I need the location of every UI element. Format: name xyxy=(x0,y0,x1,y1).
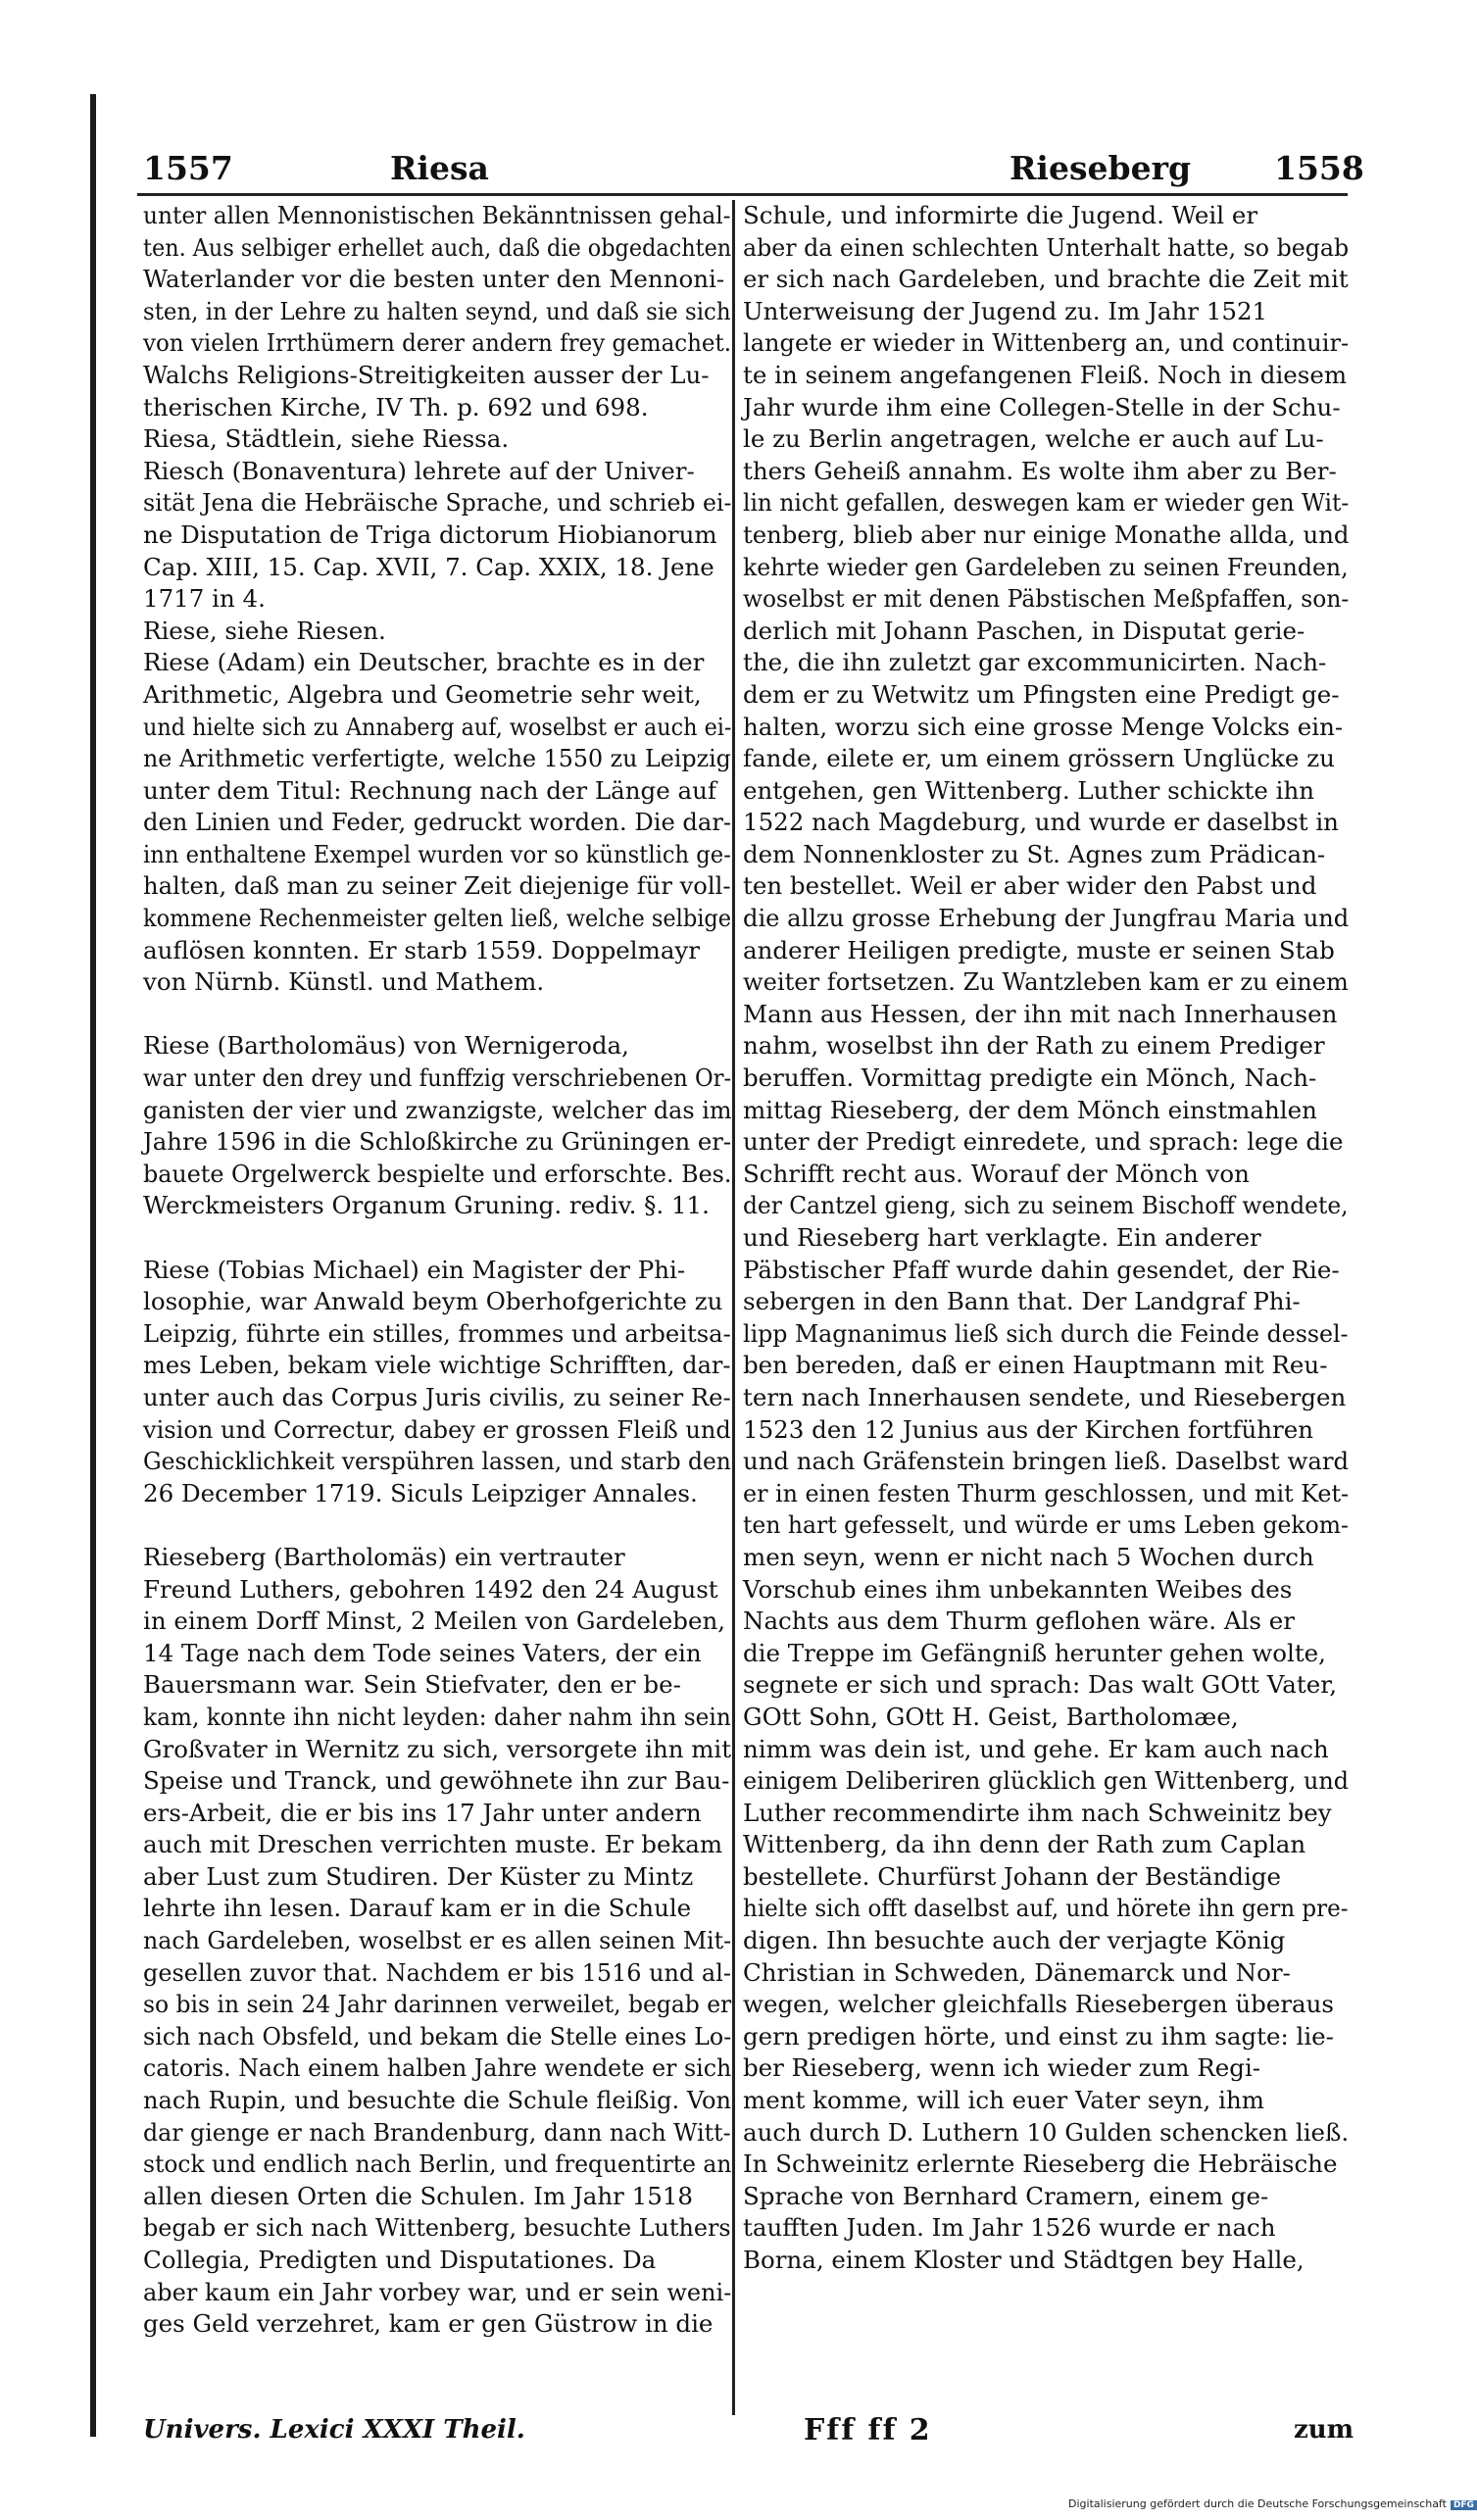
text-line: In Schweinitz erlernte Rieseberg die Hebräische xyxy=(743,2149,1338,2179)
text-line: Riesch (Bonaventura) lehrete auf der Univer- xyxy=(143,456,695,485)
text-line: ers-Arbeit, die er bis ins 17 Jahr unter andern xyxy=(143,1798,702,1827)
text-line: Päbstischer Pfaff wurde dahin gesendet, der Rie- xyxy=(743,1255,1340,1284)
text-line: segnete er sich und sprach: Das walt GOtt Vater, xyxy=(743,1670,1338,1700)
text-line: thers Geheiß annahm. Es wolte ihm aber zu Ber- xyxy=(743,456,1337,485)
text-line: weiter fortsetzen. Zu Wantzleben kam er zu einem xyxy=(743,967,1349,997)
text-line: men seyn, wenn er nicht nach 5 Wochen durch xyxy=(743,1542,1314,1571)
text-line: und nach Gräfenstein bringen ließ. Daselbst ward xyxy=(743,1447,1350,1476)
text-line: dar gienge er nach Brandenburg, dann nach Witt- xyxy=(143,2117,731,2147)
text-line: langete er wieder in Wittenberg an, und continuir- xyxy=(743,328,1350,358)
text-line: bestellete. Churfürst Johann der Beständige xyxy=(743,1861,1281,1891)
left-running-title: Riesa xyxy=(390,149,489,187)
text-line: 1717 in 4. xyxy=(143,584,266,614)
text-line: kehrte wieder gen Gardeleben zu seinen Freunden, xyxy=(743,552,1349,581)
text-line: derlich mit Johann Paschen, in Disputat gerie- xyxy=(743,616,1305,645)
text-line: Luther recommendirte ihm nach Schweinitz bey xyxy=(743,1798,1332,1827)
text-line: von Nürnb. Künstl. und Mathem. xyxy=(143,967,545,997)
text-line: Riese (Bartholomäus) von Wernigeroda, xyxy=(143,1031,629,1061)
text-line: ben bereden, daß er einen Hauptmann mit Reu- xyxy=(743,1351,1328,1380)
text-line: unter auch das Corpus Juris civilis, zu seiner Re- xyxy=(143,1382,731,1411)
text-line: Walchs Religions-Streitigkeiten ausser der Lu- xyxy=(143,360,710,389)
catchword: zum xyxy=(1294,2415,1354,2445)
text-line: taufften Juden. Im Jahr 1526 wurde er nach xyxy=(743,2213,1276,2243)
text-line: Unterweisung der Jugend zu. Im Jahr 1521 xyxy=(743,296,1268,325)
text-line: Riese (Adam) ein Deutscher, brachte es in der xyxy=(143,648,705,677)
signature-mark: Fff ff 2 xyxy=(804,2413,932,2447)
text-line: ten hart gefesselt, und würde er ums Leben gekom- xyxy=(743,1510,1349,1540)
text-line: dem er zu Wetwitz um Pfingsten eine Predigt ge- xyxy=(743,679,1340,709)
text-line: anderer Heiligen predigte, muste er seinen Stab xyxy=(743,935,1335,964)
text-line: Borna, einem Kloster und Städtgen bey Halle, xyxy=(743,2246,1305,2274)
text-line xyxy=(143,1222,731,1255)
text-line: catoris. Nach einem halben Jahre wendete er sich xyxy=(143,2053,732,2083)
text-line: halten, worzu sich eine grosse Menge Volcks ein- xyxy=(743,712,1344,741)
text-line: begab er sich nach Wittenberg, besuchte Luthers xyxy=(143,2213,731,2243)
text-line: ne Arithmetic verfertigte, welche 1550 zu Leipzig xyxy=(143,744,731,773)
text-line: GOtt Sohn, GOtt H. Geist, Bartholomæe, xyxy=(743,1702,1239,1731)
text-line: ber Rieseberg, wenn ich wieder zum Regi- xyxy=(743,2053,1261,2083)
text-line: unter allen Mennonistischen Bekänntnissen gehal- xyxy=(143,201,731,229)
text-line: aber kaum ein Jahr vorbey war, und er sein weni- xyxy=(143,2277,732,2306)
text-line: er in einen festen Thurm geschlossen, und mit Ket- xyxy=(743,1478,1350,1507)
text-line: lipp Magnanimus ließ sich durch die Feinde dessel- xyxy=(743,1318,1349,1348)
text-line: ment komme, will ich euer Vater seyn, ihm xyxy=(743,2086,1264,2115)
text-line: nach Gardeleben, woselbst er es allen seinen Mit- xyxy=(143,1926,732,1955)
text-line: beruffen. Vormittag predigte ein Mönch, Nach- xyxy=(743,1063,1317,1093)
text-line: einigem Deliberiren glücklich gen Wittenberg, und xyxy=(743,1766,1350,1796)
text-line: fande, eilete er, um einem grössern Unglücke zu xyxy=(743,744,1335,773)
text-line: Speise und Tranck, und gewöhnete ihn zur Bau- xyxy=(143,1766,730,1796)
text-line: kommene Rechenmeister gelten ließ, welche selbige xyxy=(143,904,732,933)
text-line: Schrifft recht aus. Worauf der Mönch von xyxy=(743,1159,1250,1188)
text-line: Collegia, Predigten und Disputationes. Da xyxy=(143,2246,657,2274)
text-line: ganisten der vier und zwanzigste, welcher das im xyxy=(143,1095,732,1124)
right-running-title: Rieseberg xyxy=(1009,149,1192,187)
text-line: aber da einen schlechten Unterhalt hatte, so begab xyxy=(743,232,1350,262)
text-line: Bauersmann war. Sein Stiefvater, den er be- xyxy=(143,1670,681,1700)
text-line: den Linien und Feder, gedruckt worden. Die dar- xyxy=(143,808,732,837)
text-line: Werckmeisters Organum Gruning. rediv. §. 11. xyxy=(143,1191,710,1220)
text-line: Schule, und informirte die Jugend. Weil er xyxy=(743,201,1258,229)
text-line: gesellen zuvor that. Nachdem er bis 1516 und al- xyxy=(143,1957,731,1987)
text-line: mittag Rieseberg, der dem Mönch einstmahlen xyxy=(743,1095,1317,1124)
text-line: hielte sich offt daselbst auf, und hörete ihn gern pre- xyxy=(743,1894,1349,1923)
text-line: mes Leben, bekam viele wichtige Schrifften, dar- xyxy=(143,1351,731,1380)
text-line: nach Rupin, und besuchte die Schule fleißig. Von xyxy=(143,2086,732,2115)
left-text-column xyxy=(143,200,731,2341)
text-line: nahm, woselbst ihn der Rath zu einem Prediger xyxy=(743,1031,1325,1061)
text-line: auch durch D. Luthern 10 Gulden schencken ließ. xyxy=(743,2117,1350,2147)
text-line: auflösen konnten. Er starb 1559. Doppelmayr xyxy=(143,935,700,964)
text-line: Leipzig, führte ein stilles, frommes und arbeitsa- xyxy=(143,1318,731,1348)
text-line: Riesa, Städtlein, siehe Riessa. xyxy=(143,424,510,454)
text-line: sten, in der Lehre zu halten seynd, und daß sie sich xyxy=(143,296,731,325)
text-line: Christian in Schweden, Dänemarck und Nor- xyxy=(743,1957,1291,1987)
header-rule xyxy=(137,193,1348,196)
text-line: kam, konnte ihn nicht leyden: daher nahm ihn sein xyxy=(143,1702,731,1731)
text-line: ne Disputation de Triga dictorum Hiobianorum xyxy=(143,519,717,549)
text-line: die allzu grosse Erhebung der Jungfrau Maria und xyxy=(743,904,1350,933)
text-line: dem Nonnenkloster zu St. Agnes zum Prädican- xyxy=(743,839,1326,868)
text-line: Riese (Tobias Michael) ein Magister der Phi- xyxy=(143,1255,686,1284)
text-line: bauete Orgelwerck bespielte und erforschte. Bes. xyxy=(143,1159,732,1188)
text-line: vision und Correctur, dabey er grossen Fleiß und xyxy=(143,1414,731,1444)
text-line: allen diesen Orten die Schulen. Im Jahr 1518 xyxy=(143,2181,694,2210)
dfg-logo: DFG xyxy=(1451,2500,1477,2510)
text-line: Geschicklichkeit verspühren lassen, und starb den xyxy=(143,1447,731,1476)
volume-note: Univers. Lexici XXXI Theil. xyxy=(143,2415,525,2445)
text-line: auch mit Dreschen verrichten muste. Er bekam xyxy=(143,1830,723,1859)
text-line: tern nach Innerhausen sendete, und Riesebergen xyxy=(743,1382,1347,1411)
text-line: Arithmetic, Algebra und Geometrie sehr weit, xyxy=(143,679,702,709)
text-line: te in seinem angefangenen Fleiß. Noch in diesem xyxy=(743,360,1348,389)
text-line: Waterlander vor die besten unter den Mennoni- xyxy=(143,265,725,294)
text-line: Großvater in Wernitz zu sich, versorgete ihn mit xyxy=(143,1734,732,1763)
text-line: war unter den drey und funffzig verschriebenen Or- xyxy=(143,1063,732,1093)
text-line: unter dem Titul: Rechnung nach der Länge auf xyxy=(143,775,716,805)
text-line: sich nach Obsfeld, und bekam die Stelle eines Lo- xyxy=(143,2021,732,2051)
text-line: Cap. XIII, 15. Cap. XVII, 7. Cap. XXIX, 18. Jene xyxy=(143,552,714,581)
text-line: unter der Predigt einredete, und sprach: lege die xyxy=(743,1127,1344,1157)
scan-binding-edge xyxy=(90,94,96,2437)
text-line: 26 December 1719. Siculs Leipziger Annales. xyxy=(143,1478,698,1507)
text-line: er sich nach Gardeleben, und brachte die Zeit mit xyxy=(743,265,1349,294)
text-line: Sprache von Bernhard Cramern, einem ge- xyxy=(743,2181,1269,2210)
text-line: 1523 den 12 Junius aus der Kirchen fortführen xyxy=(743,1414,1314,1444)
text-line xyxy=(143,999,731,1031)
text-line: in einem Dorff Minst, 2 Meilen von Gardeleben, xyxy=(143,1606,726,1636)
text-line: woselbst er mit denen Päbstischen Meßpfaffen, son- xyxy=(743,584,1350,614)
digitization-credit xyxy=(1068,2497,1477,2510)
text-line: lin nicht gefallen, deswegen kam er wieder gen Wit- xyxy=(743,488,1350,518)
text-line: Wittenberg, da ihn denn der Rath zum Caplan xyxy=(743,1830,1306,1859)
text-line: Nachts aus dem Thurm geflohen wäre. Als er xyxy=(743,1606,1295,1636)
text-line xyxy=(143,1509,731,1542)
text-line: tenberg, blieb aber nur einige Monathe allda, und xyxy=(743,519,1350,549)
text-line: sebergen in den Bann that. Der Landgraf Phi- xyxy=(743,1287,1301,1316)
text-line: Rieseberg (Bartholomäs) ein vertrauter xyxy=(143,1542,625,1571)
text-line: le zu Berlin angetragen, welche er auch auf Lu- xyxy=(743,424,1324,454)
right-text-column xyxy=(743,200,1349,2277)
text-line: digen. Ihn besuchte auch der verjagte König xyxy=(743,1926,1286,1955)
text-line: therischen Kirche, IV Th. p. 692 und 698. xyxy=(143,392,649,421)
text-line: halten, daß man zu seiner Zeit diejenige für voll- xyxy=(143,871,731,901)
text-line: der Cantzel gieng, sich zu seinem Bischoff wendete, xyxy=(743,1191,1349,1220)
text-line: und hielte sich zu Annaberg auf, woselbst er auch ei- xyxy=(143,712,732,741)
text-line: aber Lust zum Studiren. Der Küster zu Mintz xyxy=(143,1861,694,1891)
text-line: so bis in sein 24 Jahr darinnen verweilet, begab er xyxy=(143,1990,732,2019)
text-line: gern predigen hörte, und einst zu ihm sagte: lie- xyxy=(743,2021,1334,2051)
text-line: ten bestellet. Weil er aber wider den Pabst und xyxy=(743,871,1317,901)
text-line: Mann aus Hessen, der ihn mit nach Innerhausen xyxy=(743,999,1338,1028)
text-line: nimm was dein ist, und gehe. Er kam auch nach xyxy=(743,1734,1329,1763)
text-line: inn enthaltene Exempel wurden vor so künstlich ge- xyxy=(143,839,731,868)
text-line: ges Geld verzehret, kam er gen Güstrow in die xyxy=(143,2309,714,2339)
column-divider xyxy=(732,200,735,2415)
text-line: 1522 nach Magdeburg, und wurde er daselbst in xyxy=(743,808,1339,837)
text-line: und Rieseberg hart verklagte. Ein anderer xyxy=(743,1223,1261,1252)
text-line: die Treppe im Gefängniß herunter gehen wolte, xyxy=(743,1638,1326,1667)
left-page-number: 1557 xyxy=(143,149,233,187)
text-line: Vorschub eines ihm unbekannten Weibes des xyxy=(743,1574,1293,1604)
text-line: lehrte ihn lesen. Darauf kam er in die Schule xyxy=(143,1894,692,1923)
text-line: von vielen Irrthümern derer andern frey gemachet. xyxy=(143,328,732,358)
text-line: Jahr wurde ihm eine Collegen-Stelle in der Schu- xyxy=(743,392,1341,421)
text-line: ten. Aus selbiger erhellet auch, daß die obgedachten xyxy=(143,232,732,262)
credit-text: Digitalisierung gefördert durch die Deutsche Forschungsgemeinschaft xyxy=(1068,2497,1447,2510)
text-line: the, die ihn zuletzt gar excommunicirten. Nach- xyxy=(743,648,1327,677)
text-line: Riese, siehe Riesen. xyxy=(143,616,386,645)
text-line: wegen, welcher gleichfalls Riesebergen überaus xyxy=(743,1990,1335,2019)
text-line: losophie, war Anwald beym Oberhofgerichte zu xyxy=(143,1287,723,1316)
text-line: Jahre 1596 in die Schloßkirche zu Grüningen er- xyxy=(143,1127,732,1157)
text-line: entgehen, gen Wittenberg. Luther schickte ihn xyxy=(743,775,1315,805)
text-line: stock und endlich nach Berlin, und frequentirte an xyxy=(143,2149,732,2179)
right-page-number: 1558 xyxy=(1274,149,1364,187)
text-line: sität Jena die Hebräische Sprache, und schrieb ei- xyxy=(143,488,732,518)
text-line: 14 Tage nach dem Tode seines Vaters, der ein xyxy=(143,1638,702,1667)
text-line: Freund Luthers, gebohren 1492 den 24 August xyxy=(143,1574,718,1604)
